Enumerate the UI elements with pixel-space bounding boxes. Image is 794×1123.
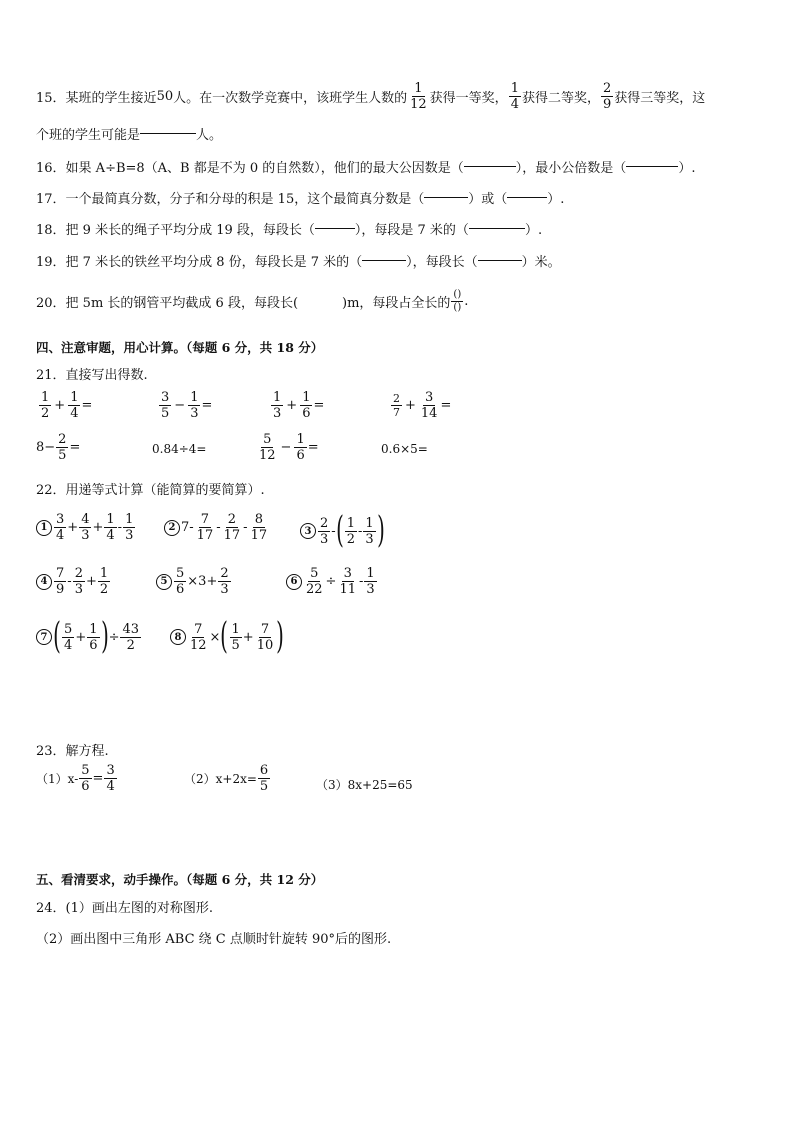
q22-expr-6: 6 5 22 ÷ 3 11 - 1 3	[286, 567, 378, 596]
question-17: 17．一个最简真分数，分子和分母的积是 15，这个最简真分数是（ ）或（ ）.	[36, 192, 565, 207]
fraction: 1 4	[510, 81, 519, 112]
q21-expr-5: 8− $\frac{2}{5}$ =	[36, 432, 81, 463]
fraction-blank[interactable]: () ()	[453, 289, 462, 313]
q22-expr-1: 1 3 4 + 4 3 + 1 4 - 1 3	[36, 513, 136, 542]
q22-expr-8: 8 7 12 × ( 1 5 + 7 10 )	[170, 619, 284, 655]
fraction: 2 9	[602, 81, 612, 112]
question-21-title: 21．直接写出得数.	[36, 368, 148, 383]
q21-expr-2: 3 5 − $\frac{1}{3}$ =	[161, 390, 213, 421]
q23-equation-3: （3）8x+25=65	[316, 778, 413, 792]
q21-expr-3: 1 3 + $\frac{1}{6}$ =	[273, 390, 325, 421]
answer-blank[interactable]	[424, 197, 468, 198]
question-18: 18．把 9 米长的绳子平均分成 19 段，每段长（ ），每段是 7 米的（ ）.	[36, 223, 543, 238]
q22-expr-7: 7 ( 5 4 + 1 6 ) ÷ 43 2	[36, 619, 142, 655]
q22-expr-5: 5 $\frac{5}{6}$ ×3+ $\frac{2}{3}$	[156, 567, 232, 596]
q21-expr-7: 5 12 − $\frac{1}{6}$ =	[259, 432, 319, 463]
q21-expr-1: 1 2 + $\frac{1}{4}$ =	[41, 390, 93, 421]
answer-blank[interactable]	[478, 260, 522, 261]
section-4-heading: 四、注意审题，用心计算。（每题 6 分，共 18 分）	[36, 340, 324, 355]
section-5-heading: 五、看清要求，动手操作。（每题 6 分，共 12 分）	[36, 872, 324, 887]
question-19: 19．把 7 米长的铁丝平均分成 8 份，每段长是 7 米的（ ），每段长（ ）米。	[36, 255, 561, 270]
question-16: 16．如果 A÷B=8（A、B 都是不为 0 的自然数），他们的最大公因数是（ ），最小公倍数是（ ）.	[36, 161, 696, 176]
question-20: 20．把 5m 长的钢管平均截成 6 段，每段长( )m，每段占全长的 () () .	[36, 289, 469, 313]
q22-expr-4: 4 7 9 - 2 3 + 1 2	[36, 567, 111, 596]
q23-equation-1: （1）x- 5 6 = 3 4	[36, 763, 115, 794]
q22-expr-2: 2 7- 7 17 - 2 17 - 8 17	[164, 513, 270, 542]
question-15-line2: 个班的学生可能是 人。	[36, 128, 223, 143]
q22-expr-3: 3 2 3 - ( 1 2 - 1 3 )	[300, 513, 385, 549]
question-24-part1: 24．(1）画出左图的对称图形.	[36, 901, 214, 916]
answer-blank[interactable]	[464, 166, 516, 167]
fraction: 1 12	[410, 81, 427, 112]
q23-equation-2: （2）x+2x= $\frac{6}{5}$	[184, 763, 269, 794]
question-23-title: 23．解方程.	[36, 744, 109, 759]
q21-expr-6: 0.84÷4=	[152, 442, 207, 456]
answer-blank[interactable]	[140, 133, 196, 134]
question-22-title: 22．用递等式计算（能简算的要简算）.	[36, 483, 265, 498]
question-15-line1: 15． 某班的学生接近 50 人。在一次数学竞赛中，该班学生人数的 1 12 获得一等奖， 1 4 获得二等奖， 2 9 获得三等奖，这	[36, 81, 706, 112]
q21-expr-4: 2 7 + $\frac{3}{14}$ =	[393, 390, 452, 421]
answer-blank[interactable]	[469, 228, 525, 229]
answer-blank[interactable]	[626, 166, 678, 167]
answer-blank[interactable]	[315, 228, 355, 229]
question-24-part2: （2）画出图中三角形 ABC 绕 C 点顺时针旋转 90°后的图形.	[36, 932, 392, 947]
answer-blank[interactable]	[507, 197, 547, 198]
q21-expr-8: 0.6×5=	[381, 442, 428, 456]
answer-blank[interactable]	[362, 260, 406, 261]
